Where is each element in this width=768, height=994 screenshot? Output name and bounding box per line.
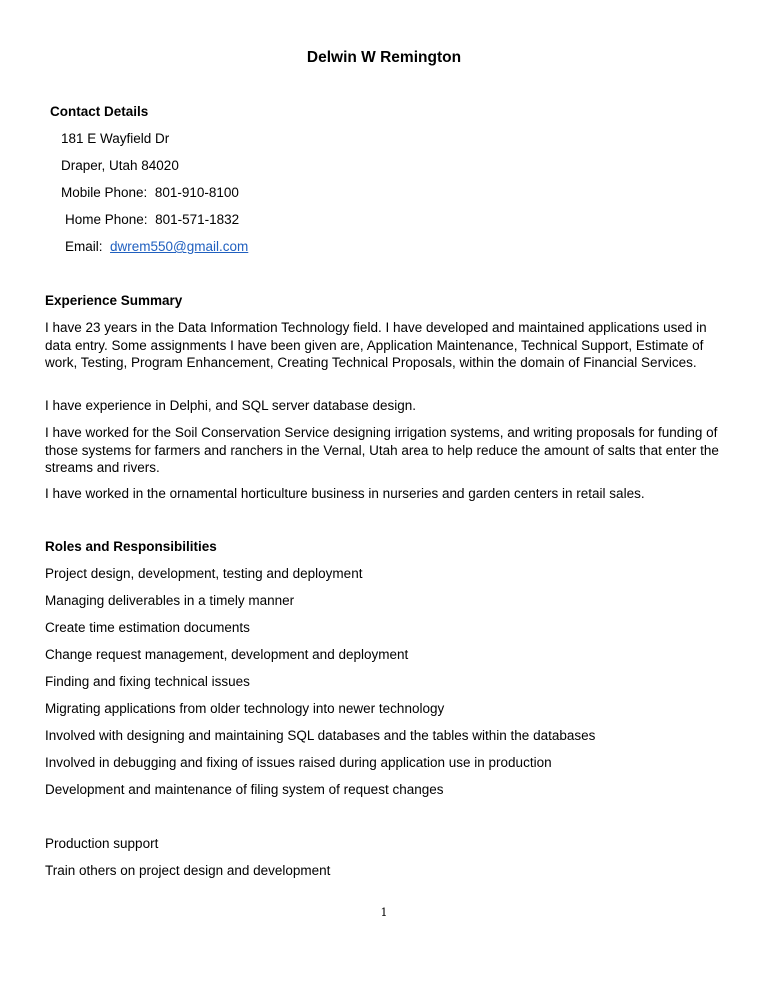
role-item: Change request management, development and deployment xyxy=(45,647,409,662)
role-item: Managing deliverables in a timely manner xyxy=(45,593,295,608)
experience-paragraph: I have worked for the Soil Conservation Service designing irrigation systems, and writing proposals for funding of those systems for farmers and ranchers in the Vernal, Utah area to help reduce the amount of salts that enter the streams and rivers. xyxy=(45,425,719,475)
role-item: Production support xyxy=(45,836,159,851)
role-item: Development and maintenance of filing system of request changes xyxy=(45,782,444,797)
address-line-1: 181 E Wayfield Dr xyxy=(61,131,170,146)
home-phone-label: Home Phone: xyxy=(65,212,148,227)
address-line-2: Draper, Utah 84020 xyxy=(61,158,179,173)
role-item: Involved with designing and maintaining SQL databases and the tables within the databases xyxy=(45,728,596,743)
roles-responsibilities-heading: Roles and Responsibilities xyxy=(45,539,217,554)
email-line xyxy=(65,239,248,255)
role-item: Finding and fixing technical issues xyxy=(45,674,250,689)
role-item: Train others on project design and development xyxy=(45,863,331,878)
email-label: Email: xyxy=(65,239,103,254)
role-item: Project design, development, testing and deployment xyxy=(45,566,363,581)
mobile-phone-label: Mobile Phone: xyxy=(61,185,148,200)
role-item: Involved in debugging and fixing of issues raised during application use in production xyxy=(45,755,552,770)
role-item: Create time estimation documents xyxy=(45,620,250,635)
experience-paragraph: I have worked in the ornamental horticulture business in nurseries and garden centers in retail sales. xyxy=(45,486,645,501)
experience-paragraph: I have experience in Delphi, and SQL server database design. xyxy=(45,398,416,413)
page-number: 1 xyxy=(380,906,388,919)
mobile-phone-line xyxy=(61,185,239,201)
experience-summary-heading: Experience Summary xyxy=(45,293,183,308)
experience-paragraph: I have 23 years in the Data Information Technology field. I have developed and maintained applications used in data entry. Some assignments I have been given are, Application Maintenance, Technical Support, Estimate of work, Testing, Program Enhancement, Creating Technical Proposals, within the domain of Financial Services. xyxy=(45,320,707,370)
home-phone-value: 801-571-1832 xyxy=(155,212,240,227)
mobile-phone-value: 801-910-8100 xyxy=(154,185,239,200)
resume-name: Delwin W Remington xyxy=(306,49,462,66)
email-link[interactable]: dwrem550@gmail.com xyxy=(110,239,249,254)
contact-details-heading: Contact Details xyxy=(50,104,149,119)
home-phone-line xyxy=(65,212,239,228)
role-item: Migrating applications from older technology into newer technology xyxy=(45,701,445,716)
